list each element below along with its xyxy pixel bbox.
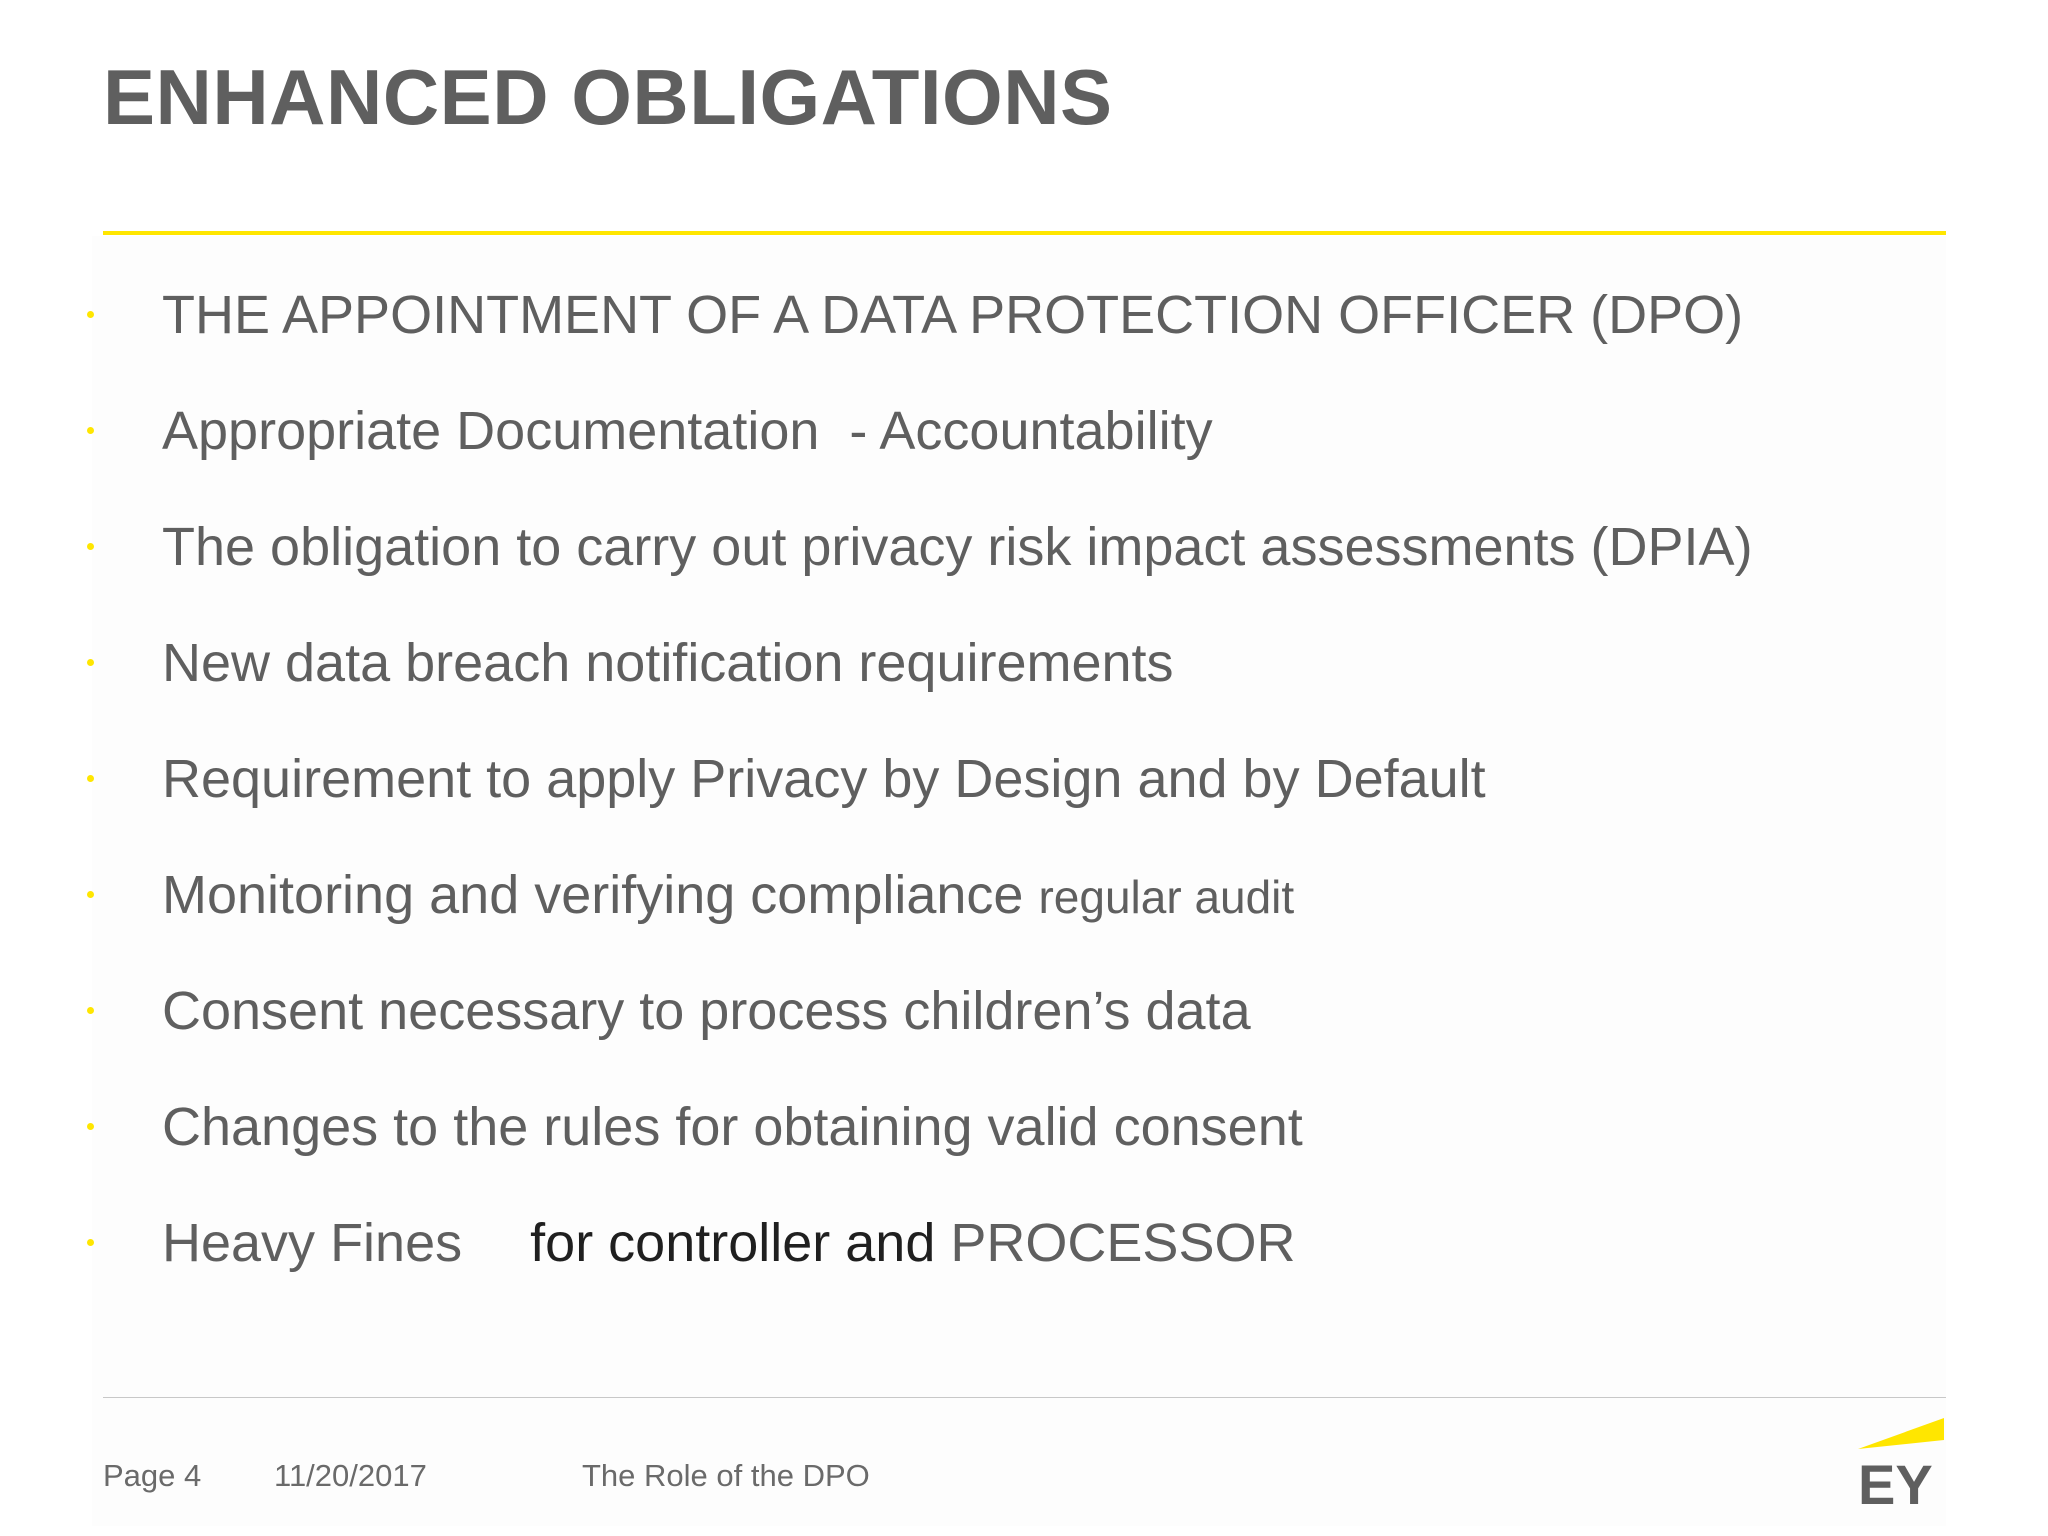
bullet-main-text: Heavy Fines <box>162 1213 463 1273</box>
bullet-item-heavy-fines <box>0 1203 1900 1283</box>
bullet-text: Appropriate Documentation - Accountability <box>162 401 1213 461</box>
bullet-item-childrens-data <box>0 971 1900 1051</box>
bullet-main-text: Monitoring and verifying compliance <box>162 865 1024 925</box>
bullet-dot-icon <box>87 543 94 550</box>
bullet-text: Requirement to apply Privacy by Design and by Default <box>162 749 1486 809</box>
footer-divider <box>103 1397 1946 1398</box>
bullet-text: New data breach notification requirements <box>162 633 1174 693</box>
bullet-dark-text: for controller and <box>530 1213 936 1273</box>
bullet-text: Changes to the rules for obtaining valid consent <box>162 1097 1303 1157</box>
bullet-dot-icon <box>87 659 94 666</box>
title-divider <box>103 231 1946 235</box>
bullet-small-text: regular audit <box>1038 871 1295 923</box>
bullet-item-breach-notification <box>0 623 1900 703</box>
bullet-dot-icon <box>87 427 94 434</box>
bullet-item-privacy-by-design <box>0 739 1900 819</box>
bullet-dot-icon <box>87 891 94 898</box>
bullet-item-dpia <box>0 507 1900 587</box>
bullet-tail-text: PROCESSOR <box>950 1213 1296 1273</box>
bullet-text-group <box>162 865 1294 927</box>
slide-title: ENHANCED OBLIGATIONS <box>103 53 1113 141</box>
logo-accent-icon <box>1858 1418 1944 1449</box>
bullet-text-group <box>162 1213 1295 1273</box>
bullet-dot-icon <box>87 1239 94 1246</box>
bullet-text: THE APPOINTMENT OF A DATA PROTECTION OFFICER (DPO) <box>162 285 1744 345</box>
bullet-item-valid-consent <box>0 1087 1900 1167</box>
logo-wordmark: EY <box>1858 1453 1933 1514</box>
bullet-dot-icon <box>87 775 94 782</box>
ey-logo-icon <box>1852 1418 1948 1514</box>
bullet-item-compliance-monitoring <box>0 855 1900 935</box>
bullet-dot-icon <box>87 1007 94 1014</box>
bullet-text: Consent necessary to process children’s data <box>162 981 1251 1041</box>
bullet-dot-icon <box>87 1123 94 1130</box>
bullet-item-documentation <box>0 391 1900 471</box>
footer-page-number: Page 4 <box>103 1458 202 1493</box>
footer-subject: The Role of the DPO <box>582 1458 870 1493</box>
bullet-item-dpo-appointment <box>0 275 1900 355</box>
footer-date: 11/20/2017 <box>274 1458 427 1493</box>
bullet-text: The obligation to carry out privacy risk impact assessments (DPIA) <box>162 517 1753 577</box>
bullet-dot-icon <box>87 311 94 318</box>
